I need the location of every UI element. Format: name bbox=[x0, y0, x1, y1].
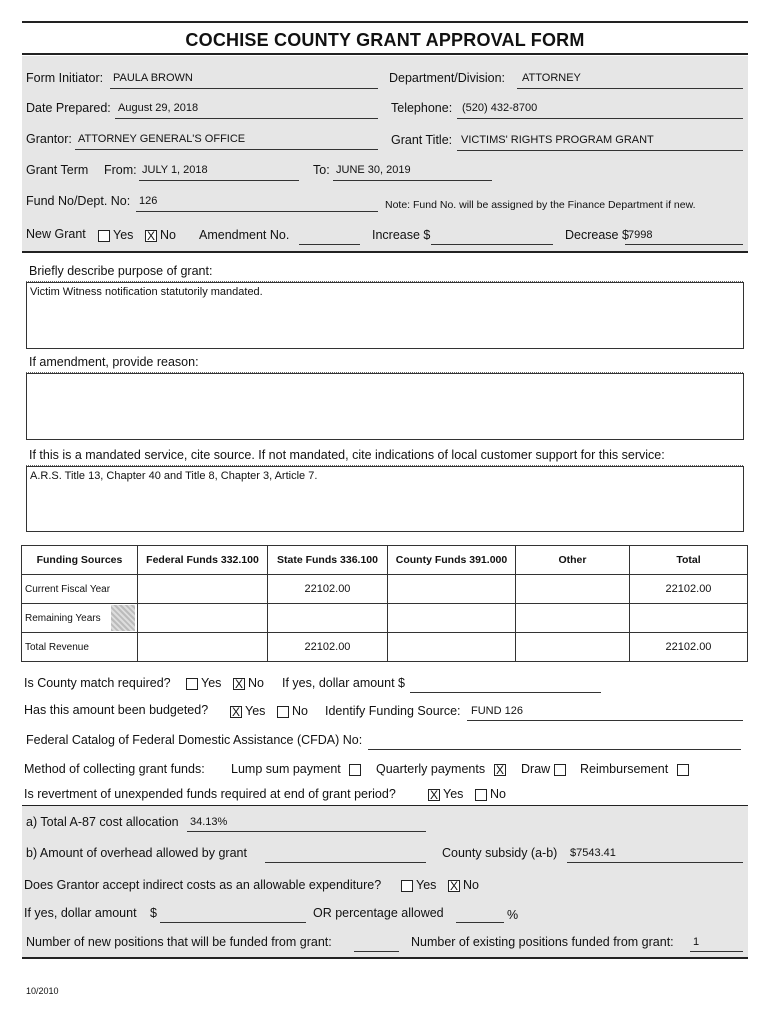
match-dollar-line bbox=[410, 692, 601, 693]
mandated-label: If this is a mandated service, cite source. If not mandated, cite indications of local customer support for this service: bbox=[29, 448, 665, 462]
row-label: Current Fiscal Year bbox=[22, 575, 138, 604]
grantor-label: Grantor: bbox=[26, 132, 72, 146]
table-cell[interactable] bbox=[388, 604, 516, 633]
purpose-label: Briefly describe purpose of grant: bbox=[29, 264, 213, 278]
column-header: Federal Funds 332.100 bbox=[138, 546, 268, 575]
table-cell[interactable]: 22102.00 bbox=[268, 633, 388, 662]
a87-label: a) Total A-87 cost allocation bbox=[26, 815, 179, 829]
amendment-reason-label: If amendment, provide reason: bbox=[29, 355, 199, 369]
row-label: Total Revenue bbox=[22, 633, 138, 662]
from-label: From: bbox=[104, 163, 137, 177]
table-row bbox=[22, 604, 748, 633]
date-prepared-line bbox=[115, 118, 378, 119]
revertment-no-checkbox[interactable] bbox=[475, 789, 487, 801]
match-yes-checkbox[interactable] bbox=[186, 678, 198, 690]
indirect-no-checkbox[interactable]: X bbox=[449, 879, 458, 893]
a87-line bbox=[187, 831, 426, 832]
grant-title-line bbox=[457, 150, 743, 151]
date-prepared-label: Date Prepared: bbox=[26, 101, 111, 115]
indirect-no-label: No bbox=[463, 878, 479, 892]
table-cell[interactable] bbox=[388, 575, 516, 604]
to-value[interactable]: JUNE 30, 2019 bbox=[336, 164, 411, 176]
indirect-dollar-line bbox=[160, 922, 306, 923]
subsidy-label: County subsidy (a-b) bbox=[442, 846, 558, 860]
purpose-textarea[interactable] bbox=[26, 282, 744, 349]
purpose-text: Victim Witness notification statutorily mandated. bbox=[30, 286, 263, 298]
column-header: County Funds 391.000 bbox=[388, 546, 516, 575]
percent-label: OR percentage allowed bbox=[313, 906, 444, 920]
table-cell[interactable] bbox=[388, 633, 516, 662]
table-cell[interactable]: 22102.00 bbox=[630, 575, 748, 604]
row-label-cell bbox=[22, 604, 138, 633]
table-cell[interactable]: 22102.00 bbox=[630, 633, 748, 662]
new-positions-label: Number of new positions that will be funded from grant: bbox=[26, 935, 332, 949]
form-initiator-line bbox=[110, 88, 378, 89]
budgeted-label: Has this amount been budgeted? bbox=[24, 703, 209, 717]
match-no-checkbox[interactable]: X bbox=[234, 677, 243, 691]
grant-term-label: Grant Term bbox=[26, 163, 89, 177]
department-value[interactable]: ATTORNEY bbox=[522, 72, 581, 84]
fund-note: Note: Fund No. will be assigned by the Finance Department if new. bbox=[385, 199, 696, 211]
telephone-value[interactable]: (520) 432-8700 bbox=[462, 102, 538, 114]
lump-sum-checkbox[interactable] bbox=[349, 764, 361, 776]
budgeted-yes-checkbox[interactable]: X bbox=[231, 705, 240, 719]
header-bottom-rule bbox=[22, 251, 748, 253]
table-cell[interactable] bbox=[630, 604, 748, 633]
increase-line bbox=[431, 244, 553, 245]
overhead-line bbox=[265, 862, 426, 863]
funding-table bbox=[21, 545, 748, 662]
quarterly-checkbox[interactable]: X bbox=[495, 763, 504, 777]
indirect-label: Does Grantor accept indirect costs as an allowable expenditure? bbox=[24, 878, 382, 892]
funding-source-line bbox=[467, 720, 743, 721]
title-rule bbox=[22, 53, 748, 55]
cfda-line bbox=[368, 749, 741, 750]
grant-title-value[interactable]: VICTIMS' RIGHTS PROGRAM GRANT bbox=[461, 134, 654, 146]
method-label: Method of collecting grant funds: bbox=[24, 762, 205, 776]
table-cell[interactable] bbox=[138, 575, 268, 604]
grant-title-label: Grant Title: bbox=[391, 133, 453, 147]
funding-source-label: Identify Funding Source: bbox=[325, 704, 461, 718]
decrease-value[interactable]: 7998 bbox=[628, 229, 653, 241]
percent-sign: % bbox=[507, 908, 519, 922]
revision-date: 10/2010 bbox=[26, 986, 59, 996]
column-header: Total bbox=[630, 546, 748, 575]
fund-no-label: Fund No/Dept. No: bbox=[26, 194, 131, 208]
amendment-line bbox=[299, 244, 360, 245]
increase-label: Increase $ bbox=[372, 228, 431, 242]
subsidy-value[interactable]: $7543.41 bbox=[570, 847, 616, 859]
table-cell[interactable] bbox=[138, 633, 268, 662]
mandated-text: A.R.S. Title 13, Chapter 40 and Title 8, Chapter 3, Article 7. bbox=[30, 470, 318, 482]
match-yes-label: Yes bbox=[201, 676, 222, 690]
indirect-dollar-label: If yes, dollar amount bbox=[24, 906, 137, 920]
mandated-textarea[interactable] bbox=[26, 466, 744, 532]
new-grant-no-checkbox[interactable]: X bbox=[146, 229, 155, 243]
revertment-no-label: No bbox=[490, 787, 506, 801]
reimbursement-checkbox[interactable] bbox=[677, 764, 689, 776]
revertment-label: Is revertment of unexpended funds required at end of grant period? bbox=[24, 787, 396, 801]
indirect-dollar-sign: $ bbox=[150, 906, 157, 920]
revertment-yes-label: Yes bbox=[443, 787, 464, 801]
existing-positions-value[interactable]: 1 bbox=[693, 936, 700, 948]
table-cell[interactable] bbox=[516, 633, 630, 662]
header-section bbox=[22, 56, 748, 251]
cost-bottom-rule bbox=[22, 957, 748, 959]
form-initiator-value[interactable]: PAULA BROWN bbox=[113, 72, 193, 84]
overhead-label: b) Amount of overhead allowed by grant bbox=[26, 846, 247, 860]
amendment-reason-textarea[interactable] bbox=[26, 373, 744, 440]
table-cell[interactable] bbox=[138, 604, 268, 633]
table-row bbox=[22, 633, 748, 662]
match-no-label: No bbox=[248, 676, 264, 690]
indirect-yes-checkbox[interactable] bbox=[401, 880, 413, 892]
grantor-value[interactable]: ATTORNEY GENERAL'S OFFICE bbox=[78, 133, 246, 145]
funding-table-header-row bbox=[22, 546, 748, 575]
from-line bbox=[139, 180, 299, 181]
new-grant-yes-label: Yes bbox=[113, 228, 134, 242]
cfda-label: Federal Catalog of Federal Domestic Assistance (CFDA) No: bbox=[26, 733, 363, 747]
quarterly-label: Quarterly payments bbox=[376, 762, 486, 776]
table-row bbox=[22, 575, 748, 604]
form-initiator-label: Form Initiator: bbox=[26, 71, 104, 85]
row-label: Remaining Years bbox=[25, 612, 101, 624]
fund-no-line bbox=[136, 211, 378, 212]
new-grant-no-label: No bbox=[160, 228, 176, 242]
to-label: To: bbox=[313, 163, 330, 177]
draw-checkbox[interactable] bbox=[554, 764, 566, 776]
fund-no-value[interactable]: 126 bbox=[139, 195, 158, 207]
table-cell[interactable] bbox=[516, 604, 630, 633]
new-grant-yes-checkbox[interactable] bbox=[98, 230, 110, 242]
existing-positions-label: Number of existing positions funded from grant: bbox=[411, 935, 674, 949]
grantor-line bbox=[75, 149, 378, 150]
revertment-yes-checkbox[interactable]: X bbox=[429, 788, 438, 802]
from-value[interactable]: JULY 1, 2018 bbox=[142, 164, 208, 176]
existing-positions-line bbox=[690, 951, 743, 952]
funding-source-value[interactable]: FUND 126 bbox=[471, 705, 523, 717]
indirect-yes-label: Yes bbox=[416, 878, 437, 892]
date-prepared-value[interactable]: August 29, 2018 bbox=[118, 102, 199, 114]
match-dollar-label: If yes, dollar amount $ bbox=[282, 676, 405, 690]
form-title: COCHISE COUNTY GRANT APPROVAL FORM bbox=[185, 30, 585, 50]
column-header: Funding Sources bbox=[22, 546, 138, 575]
percent-line bbox=[456, 922, 504, 923]
amendment-label: Amendment No. bbox=[199, 228, 290, 242]
match-label: Is County match required? bbox=[24, 676, 171, 690]
column-header: State Funds 336.100 bbox=[268, 546, 388, 575]
column-header: Other bbox=[516, 546, 630, 575]
department-line bbox=[517, 88, 743, 89]
budgeted-no-checkbox[interactable] bbox=[277, 706, 289, 718]
budgeted-no-label: No bbox=[292, 704, 308, 718]
shaded-block bbox=[111, 605, 135, 631]
subsidy-line bbox=[567, 862, 743, 863]
telephone-line bbox=[457, 118, 743, 119]
new-positions-line bbox=[354, 951, 399, 952]
table-cell[interactable]: 22102.00 bbox=[268, 575, 388, 604]
a87-value[interactable]: 34.13% bbox=[190, 816, 228, 828]
top-rule bbox=[22, 21, 748, 23]
new-grant-label: New Grant bbox=[26, 227, 86, 241]
table-cell[interactable] bbox=[516, 575, 630, 604]
telephone-label: Telephone: bbox=[391, 101, 453, 115]
lump-sum-label: Lump sum payment bbox=[231, 762, 341, 776]
to-line bbox=[333, 180, 492, 181]
department-label: Department/Division: bbox=[389, 71, 506, 85]
draw-label: Draw bbox=[521, 762, 551, 776]
decrease-line bbox=[625, 244, 743, 245]
reimbursement-label: Reimbursement bbox=[580, 762, 669, 776]
table-cell[interactable] bbox=[268, 604, 388, 633]
budgeted-yes-label: Yes bbox=[245, 704, 266, 718]
decrease-label: Decrease $ bbox=[565, 228, 629, 242]
